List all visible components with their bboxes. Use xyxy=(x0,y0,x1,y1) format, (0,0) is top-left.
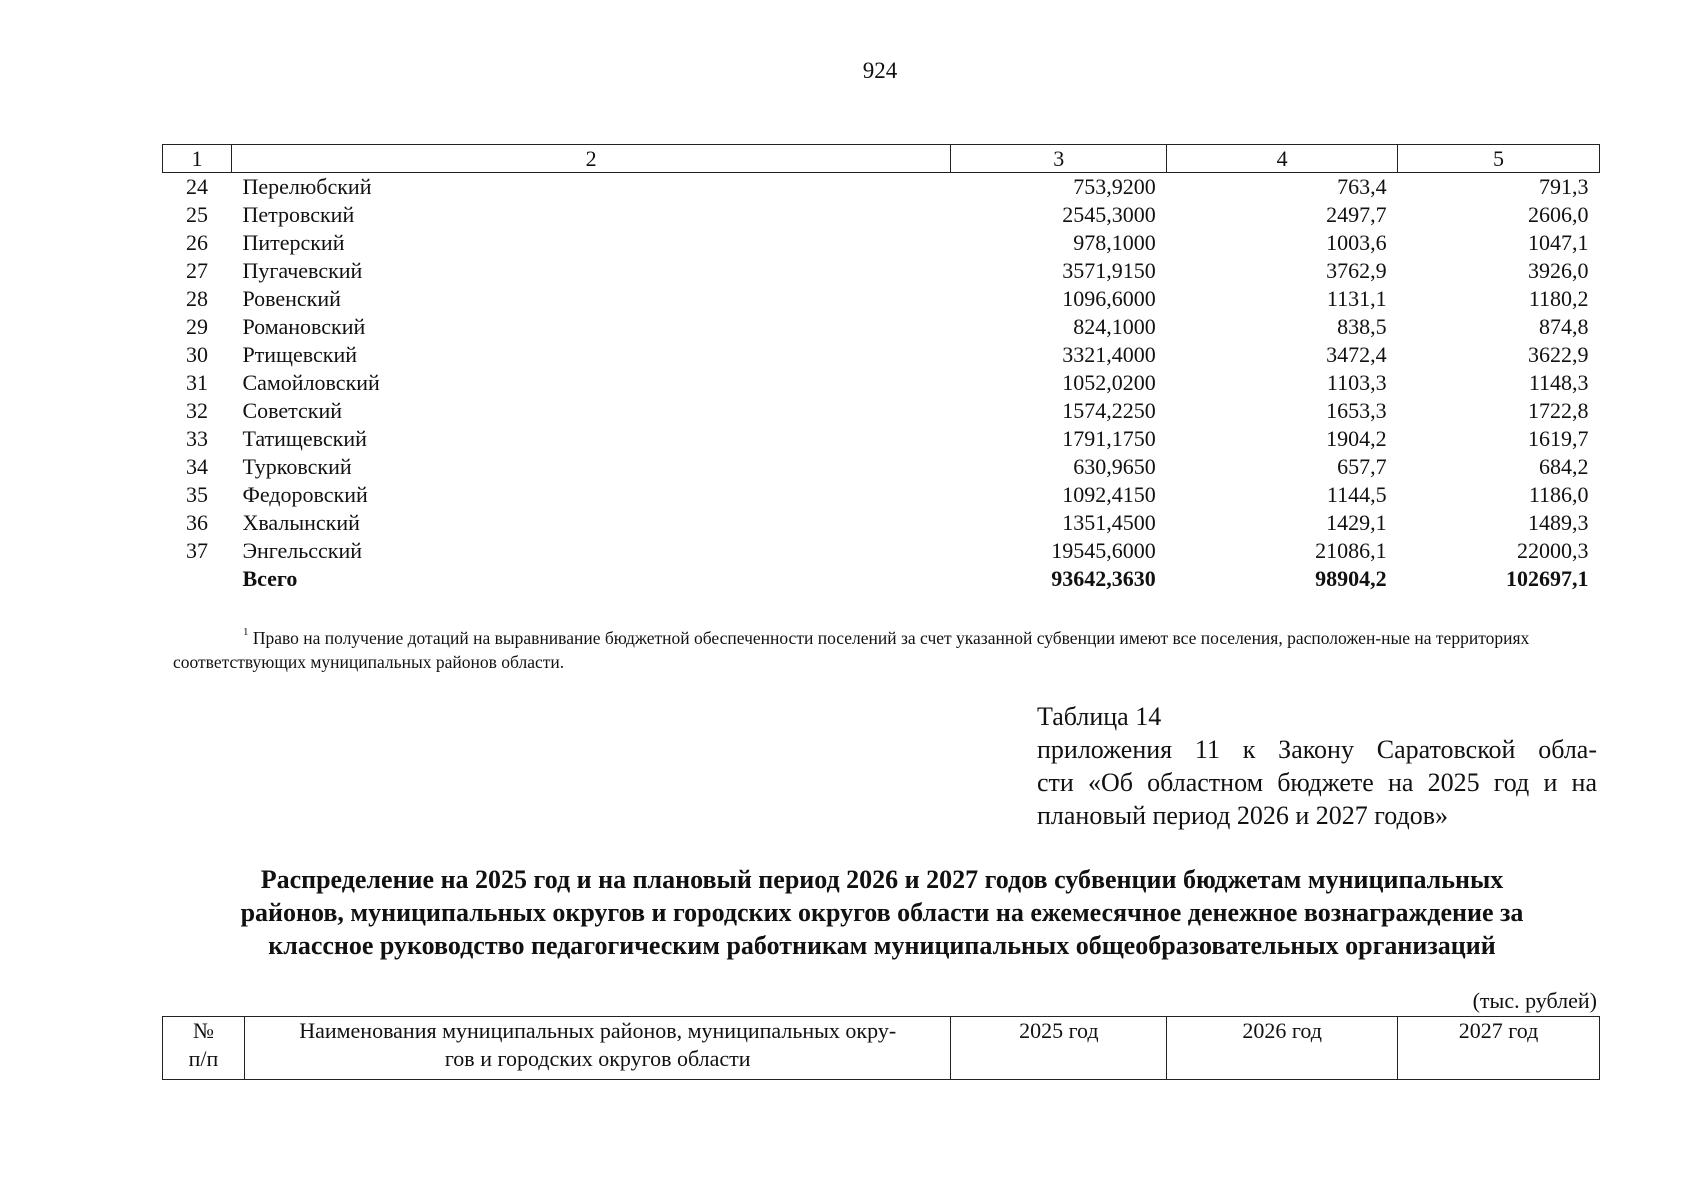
header-name-line: Наименования муниципальных районов, муниципальных окру- xyxy=(299,1018,897,1043)
value-col5: 22000,3 xyxy=(1517,538,1589,563)
footnote-marker: 1 xyxy=(243,626,249,638)
title-line: районов, муниципальных округов и городских округов области на ежемесячное денежное вознаграждение за xyxy=(240,898,1524,927)
table-header-row xyxy=(163,1017,1600,1080)
value-col3: 1791,1750 xyxy=(1062,426,1156,451)
district-name: Федоровский xyxy=(242,482,368,507)
header-name xyxy=(244,1017,950,1080)
value-col4: 1144,5 xyxy=(1326,482,1387,507)
row-number: 25 xyxy=(185,202,208,227)
value-col4: 21086,1 xyxy=(1315,538,1387,563)
document-title xyxy=(160,863,1604,962)
value-col5: 1148,3 xyxy=(1528,370,1589,395)
value-col5: 1619,7 xyxy=(1528,426,1589,451)
title-line: Распределение на 2025 год и на плановый период 2026 и 2027 годов субвенции бюджетам муниципальных xyxy=(260,865,1504,894)
value-col5: 3926,0 xyxy=(1528,258,1589,283)
table-row xyxy=(163,453,1600,481)
column-header-1: 1 xyxy=(163,145,232,173)
district-name: Петровский xyxy=(242,202,355,227)
total-col3: 93642,3630 xyxy=(1051,566,1156,591)
value-col3: 3321,4000 xyxy=(1062,342,1156,367)
appendix-line: плановый период 2026 и 2027 годов» xyxy=(1037,801,1449,830)
total-col5: 102697,1 xyxy=(1506,566,1589,591)
table-header-row xyxy=(163,145,1600,173)
district-name: Пугачевский xyxy=(242,258,363,283)
district-name: Советский xyxy=(242,398,343,423)
header-number-line: п/п xyxy=(188,1046,219,1071)
value-col5: 1180,2 xyxy=(1528,286,1589,311)
total-label: Всего xyxy=(242,566,298,591)
table-row xyxy=(163,425,1600,453)
table-row xyxy=(163,257,1600,285)
value-col5: 2606,0 xyxy=(1528,202,1589,227)
district-name: Ртищевский xyxy=(242,342,358,367)
value-col3: 1052,0200 xyxy=(1062,370,1156,395)
table-row xyxy=(163,341,1600,369)
column-header-2: 2 xyxy=(231,145,950,173)
row-number: 27 xyxy=(185,258,208,283)
column-header-3: 3 xyxy=(951,145,1167,173)
new-table-header xyxy=(162,1016,1600,1080)
table-row xyxy=(163,173,1600,202)
district-name: Энгельсский xyxy=(242,538,363,563)
appendix-reference xyxy=(1037,700,1597,832)
appendix-line: приложения 11 к Закону Саратовской обла- xyxy=(1037,735,1597,764)
table-row xyxy=(163,481,1600,509)
row-number: 32 xyxy=(185,398,208,423)
row-number: 35 xyxy=(185,482,208,507)
value-col4: 2497,7 xyxy=(1326,202,1387,227)
value-col4: 3762,9 xyxy=(1326,258,1387,283)
value-col3: 1096,6000 xyxy=(1062,286,1156,311)
value-col4: 3472,4 xyxy=(1326,342,1387,367)
total-row xyxy=(163,565,1600,593)
row-number: 29 xyxy=(185,314,208,339)
table-row xyxy=(163,313,1600,341)
header-year-2025: 2025 год xyxy=(951,1017,1167,1080)
appendix-line: сти «Об областном бюджете на 2025 год и на xyxy=(1037,768,1597,797)
row-number: 30 xyxy=(185,342,208,367)
row-number: 37 xyxy=(185,538,208,563)
value-col4: 1003,6 xyxy=(1326,230,1387,255)
value-col3: 630,9650 xyxy=(1073,454,1156,479)
district-name: Самойловский xyxy=(242,370,380,395)
value-col3: 753,9200 xyxy=(1073,174,1156,199)
value-col3: 1351,4500 xyxy=(1062,510,1156,535)
table-row xyxy=(163,397,1600,425)
appendix-table-number: Таблица 14 xyxy=(1037,702,1162,731)
value-col3: 824,1000 xyxy=(1073,314,1156,339)
value-col5: 684,2 xyxy=(1539,454,1589,479)
value-col5: 1186,0 xyxy=(1528,482,1589,507)
table-row xyxy=(163,509,1600,537)
value-col5: 1489,3 xyxy=(1528,510,1589,535)
table-row xyxy=(163,369,1600,397)
header-number xyxy=(163,1017,245,1080)
column-header-5: 5 xyxy=(1398,145,1600,173)
value-col4: 1904,2 xyxy=(1326,426,1387,451)
value-col4: 1131,1 xyxy=(1326,286,1387,311)
value-col5: 1722,8 xyxy=(1528,398,1589,423)
district-name: Перелюбский xyxy=(242,174,372,199)
footnote xyxy=(173,622,1573,674)
district-name: Питерский xyxy=(242,230,345,255)
row-number: 36 xyxy=(185,510,208,535)
row-number: 28 xyxy=(185,286,208,311)
value-col3: 978,1000 xyxy=(1073,230,1156,255)
value-col3: 1092,4150 xyxy=(1062,482,1156,507)
row-number: 34 xyxy=(185,454,208,479)
district-name: Романовский xyxy=(242,314,366,339)
value-col4: 1653,3 xyxy=(1326,398,1387,423)
table-row xyxy=(163,229,1600,257)
page-number: 924 xyxy=(862,58,898,83)
value-col5: 1047,1 xyxy=(1528,230,1589,255)
total-col4: 98904,2 xyxy=(1315,566,1387,591)
value-col5: 3622,9 xyxy=(1528,342,1589,367)
value-col5: 874,8 xyxy=(1539,314,1589,339)
value-col4: 1103,3 xyxy=(1326,370,1387,395)
value-col3: 2545,3000 xyxy=(1062,202,1156,227)
value-col4: 838,5 xyxy=(1337,314,1387,339)
district-name: Хвалынский xyxy=(242,510,360,535)
row-number: 31 xyxy=(185,370,208,395)
district-name: Татищевский xyxy=(242,426,367,451)
table-row xyxy=(163,201,1600,229)
units-label: (тыс. рублей) xyxy=(1472,988,1597,1013)
title-line: классное руководство педагогическим работникам муниципальных общеобразовательных организаций xyxy=(268,931,1496,960)
column-header-4: 4 xyxy=(1167,145,1398,173)
header-year-2026: 2026 год xyxy=(1167,1017,1398,1080)
value-col3: 1574,2250 xyxy=(1062,398,1156,423)
row-number: 33 xyxy=(185,426,208,451)
header-name-line: гов и городских округов области xyxy=(444,1046,751,1071)
district-name: Ровенский xyxy=(242,286,341,311)
table-row xyxy=(163,285,1600,313)
district-name: Турковский xyxy=(242,454,352,479)
value-col3: 3571,9150 xyxy=(1062,258,1156,283)
row-number: 26 xyxy=(185,230,208,255)
footnote-text: Право на получение дотаций на выравнивание бюджетной обеспеченности поселений за счет указанной субвенции имеют все поселения, расположен-ные на территориях соответствующих муниципальных районов области. xyxy=(173,627,1530,672)
value-col5: 791,3 xyxy=(1539,174,1589,199)
value-col4: 657,7 xyxy=(1337,454,1387,479)
header-year-2027: 2027 год xyxy=(1398,1017,1600,1080)
value-col4: 763,4 xyxy=(1337,174,1387,199)
value-col3: 19545,6000 xyxy=(1051,538,1156,563)
header-number-line: № xyxy=(192,1018,214,1043)
table-row xyxy=(163,537,1600,565)
continued-table xyxy=(162,144,1600,593)
total-empty-cell xyxy=(163,565,232,593)
row-number: 24 xyxy=(185,174,208,199)
value-col4: 1429,1 xyxy=(1326,510,1387,535)
